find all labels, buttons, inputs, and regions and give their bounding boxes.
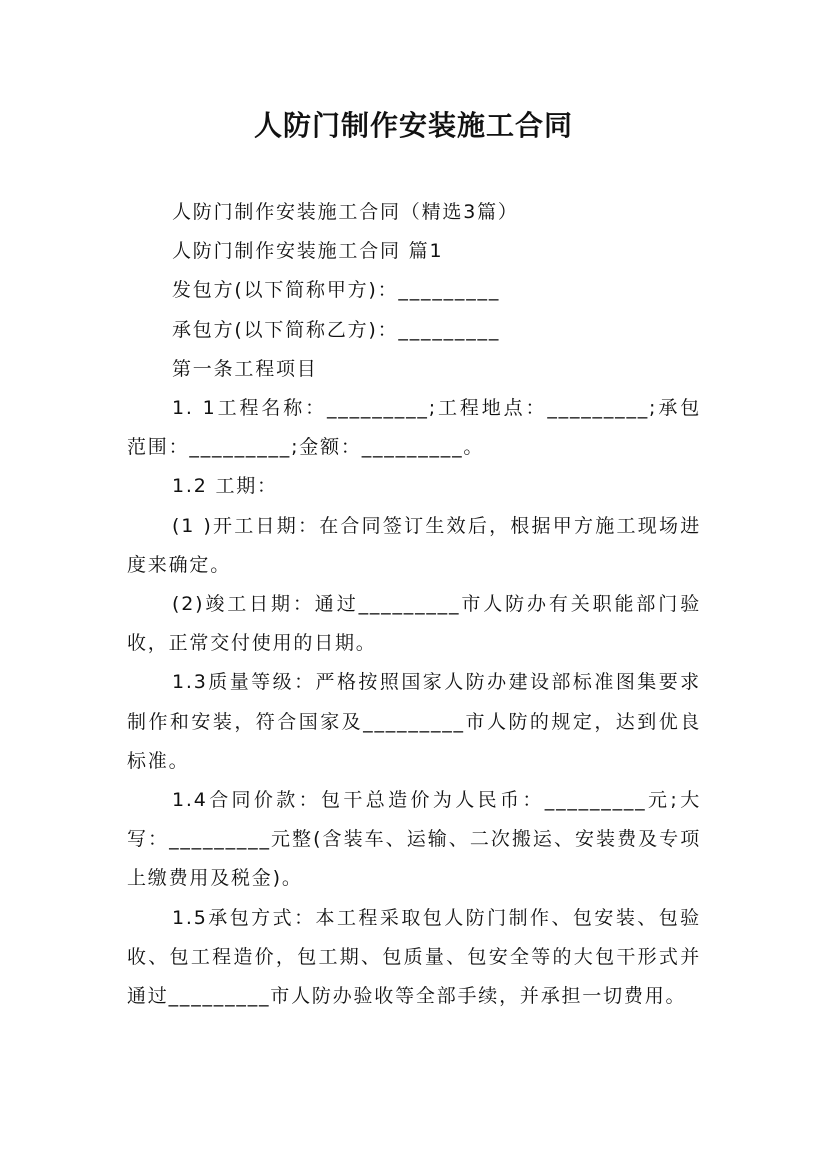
document-body <box>127 193 701 1016</box>
paragraph-party-b: 承包方(以下简称乙方)：_________ <box>172 318 501 341</box>
paragraph-party-a: 发包方(以下简称甲方)：_________ <box>172 279 501 302</box>
paragraph-article-one: 第一条工程项目 <box>172 357 318 380</box>
paragraph-clause-1-4: 1.4合同价款：包干总造价为人民币：_________元;大写：_________元整(含装车、运输、二次搬运、安装费及专项上缴费用及税金)。 <box>127 789 701 890</box>
paragraph-subtitle: 人防门制作安装施工合同（精选3篇） <box>172 201 519 223</box>
paragraph-completion-date: (2)竣工日期：通过_________市人防办有关职能部门验收，正常交付使用的日期。 <box>127 593 701 655</box>
paragraph-start-date: (1 )开工日期：在合同签订生效后，根据甲方施工现场进度来确定。 <box>127 514 701 576</box>
paragraph-clause-1-2: 1.2 工期： <box>172 475 278 498</box>
paragraph-clause-1-1: 1. 1工程名称：_________;工程地点：_________;承包范围：_________;金额：_________。 <box>127 397 701 459</box>
paragraph-part-heading: 人防门制作安装施工合同 篇1 <box>172 240 444 263</box>
document-title: 人防门制作安装施工合同 <box>253 109 573 142</box>
paragraph-clause-1-5: 1.5承包方式：本工程采取包人防门制作、包安装、包验收、包工程造价，包工期、包质量、包安全等的大包干形式并通过_________市人防办验收等全部手续，并承担一切费用。 <box>127 906 701 1008</box>
paragraph-clause-1-3: 1.3质量等级：严格按照国家人防办建设部标准图集要求制作和安装，符合国家及_________市人防的规定，达到优良标准。 <box>127 671 701 772</box>
